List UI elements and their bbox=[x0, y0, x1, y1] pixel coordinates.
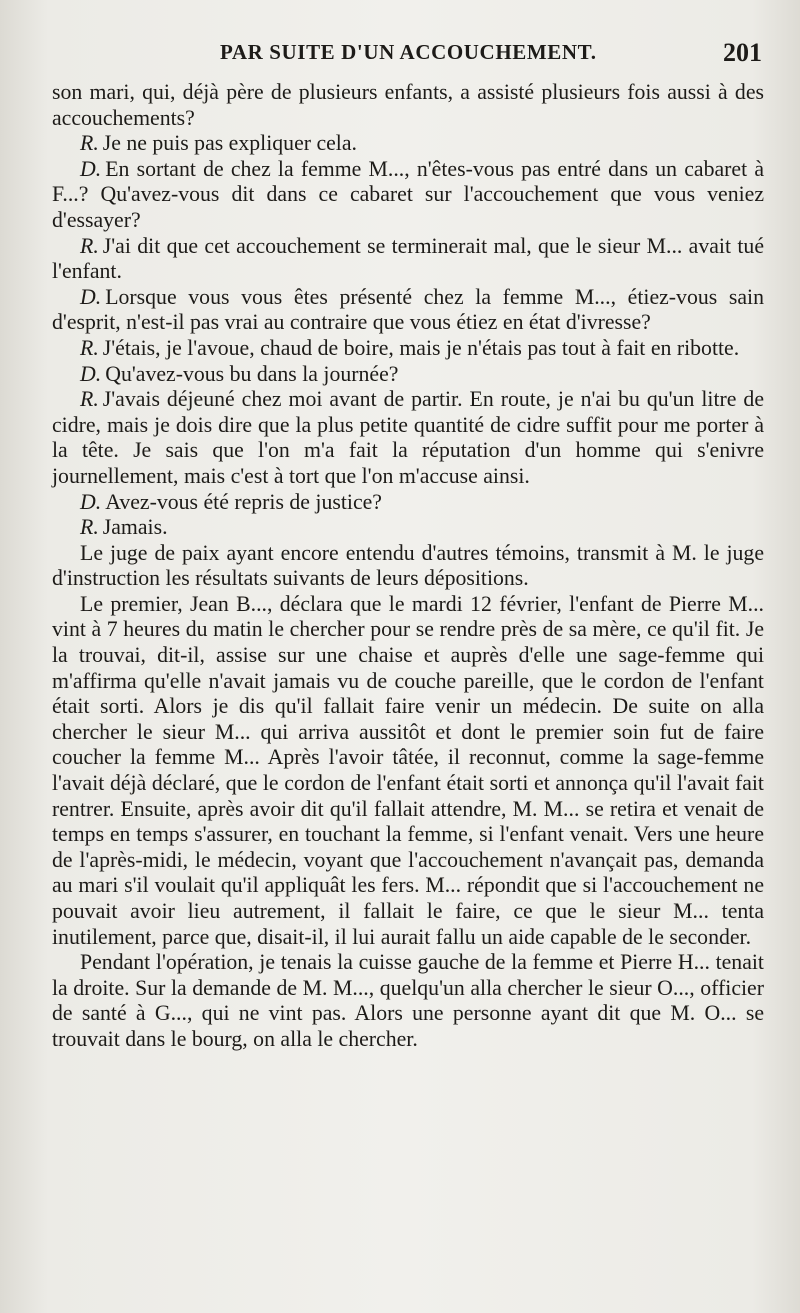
paragraph bbox=[52, 950, 764, 1052]
answer-paragraph bbox=[52, 515, 764, 541]
paragraph bbox=[52, 80, 764, 131]
speaker-label: D. bbox=[80, 284, 102, 309]
paragraph-text: Pendant l'opération, je tenais la cuisse gauche de la femme et Pierre H... tenait la droite. Sur la demande de M. M..., quelqu'un alla chercher le sieur O..., officier de santé à G..., qui ne vint pas. Alors une personne ayant dit que M. O... se trouvait dans le bourg, on alla le chercher. bbox=[52, 950, 764, 1051]
paragraph-text: Avez-vous été repris de justice? bbox=[105, 489, 382, 514]
paragraph-text: Je ne puis pas expliquer cela. bbox=[102, 131, 357, 156]
question-paragraph bbox=[52, 285, 764, 336]
speaker-label: R. bbox=[80, 515, 99, 540]
paragraph-text: J'avais déjeuné chez moi avant de partir. En route, je n'ai bu qu'un litre de cidre, mais je dois dire que la plus petite quantité de cidre suffit pour me porter à la tête. Je sais que l'on m'a fait la réputation d'un homme qui s'enivre journellement, mais c'est à tort que l'on m'accuse ainsi. bbox=[52, 387, 764, 488]
speaker-label: R. bbox=[80, 131, 99, 156]
speaker-label: D. bbox=[80, 489, 102, 514]
question-paragraph bbox=[52, 362, 764, 388]
speaker-label: R. bbox=[80, 335, 99, 360]
paragraph-text: En sortant de chez la femme M..., n'êtes-vous pas entré dans un cabaret à F...? Qu'avez-vous dit dans ce cabaret sur l'accouchement que vous veniez d'essayer? bbox=[52, 156, 764, 232]
paragraph-text: Qu'avez-vous bu dans la journée? bbox=[105, 361, 399, 386]
paragraph bbox=[52, 592, 764, 950]
page-number: 201 bbox=[723, 38, 762, 67]
paragraph-text: J'étais, je l'avoue, chaud de boire, mais je n'étais pas tout à fait en ribotte. bbox=[102, 335, 740, 360]
speaker-label: R. bbox=[80, 233, 99, 258]
paragraph-text: Le juge de paix ayant encore entendu d'autres témoins, transmit à M. le juge d'instruction les résultats suivants de leurs dépositions. bbox=[52, 540, 764, 591]
speaker-label: D. bbox=[80, 361, 102, 386]
speaker-label: D. bbox=[80, 156, 102, 181]
body-text bbox=[52, 80, 764, 1053]
paragraph-text: Le premier, Jean B..., déclara que le mardi 12 février, l'enfant de Pierre M... vint à 7 heures du matin le chercher pour se rendre près de sa mère, ce qu'il fit. Je la trouvai, dit-il, assise sur une chaise et auprès d'elle une sage-femme qui m'affirma qu'elle n'avait jamais vu de couche pareille, que le cordon de l'enfant était sorti. Alors je dis qu'il fallait faire venir un médecin. De suite on alla chercher le sieur M... qui arriva aussitôt et dont le premier soin fut de faire coucher la femme M... Après l'avoir tâtée, il reconnut, comme la sage-femme l'avait déjà déclaré, que le cordon de l'enfant était sorti et annonça qu'il l'avait fait rentrer. Ensuite, après avoir dit qu'il fallait attendre, M. M... se retira et venait de temps en temps s'assurer, en touchant la femme, si l'enfant venait. Vers une heure de l'après-midi, le médecin, voyant que l'accouchement n'avançait pas, demanda au mari s'il voulait qu'il appliquât les fers. M... répondit que si l'accouchement ne pouvait avoir lieu autrement, il fallait le faire, ce que le sieur M... tenta inutilement, parce que, disait-il, il lui aurait fallu un aide capable de le seconder. bbox=[52, 591, 764, 949]
answer-paragraph bbox=[52, 387, 764, 489]
paragraph bbox=[52, 541, 764, 592]
paragraph-text: Jamais. bbox=[102, 515, 168, 540]
speaker-label: R. bbox=[80, 387, 99, 412]
answer-paragraph bbox=[52, 336, 764, 362]
paragraph-text: J'ai dit que cet accouchement se terminerait mal, que le sieur M... avait tué l'enfant. bbox=[52, 233, 764, 284]
question-paragraph bbox=[52, 157, 764, 234]
question-paragraph bbox=[52, 490, 764, 516]
answer-paragraph bbox=[52, 234, 764, 285]
running-title: PAR SUITE D'UN ACCOUCHEMENT. bbox=[220, 40, 597, 64]
paragraph-text: son mari, qui, déjà père de plusieurs enfants, a assisté plusieurs fois aussi à des accouchements? bbox=[52, 80, 764, 130]
paragraph-text: Lorsque vous vous êtes présenté chez la femme M..., étiez-vous sain d'esprit, n'est-il pas vrai au contraire que vous étiez en état d'ivresse? bbox=[52, 284, 764, 335]
answer-paragraph bbox=[52, 131, 764, 157]
page-header bbox=[52, 40, 762, 80]
